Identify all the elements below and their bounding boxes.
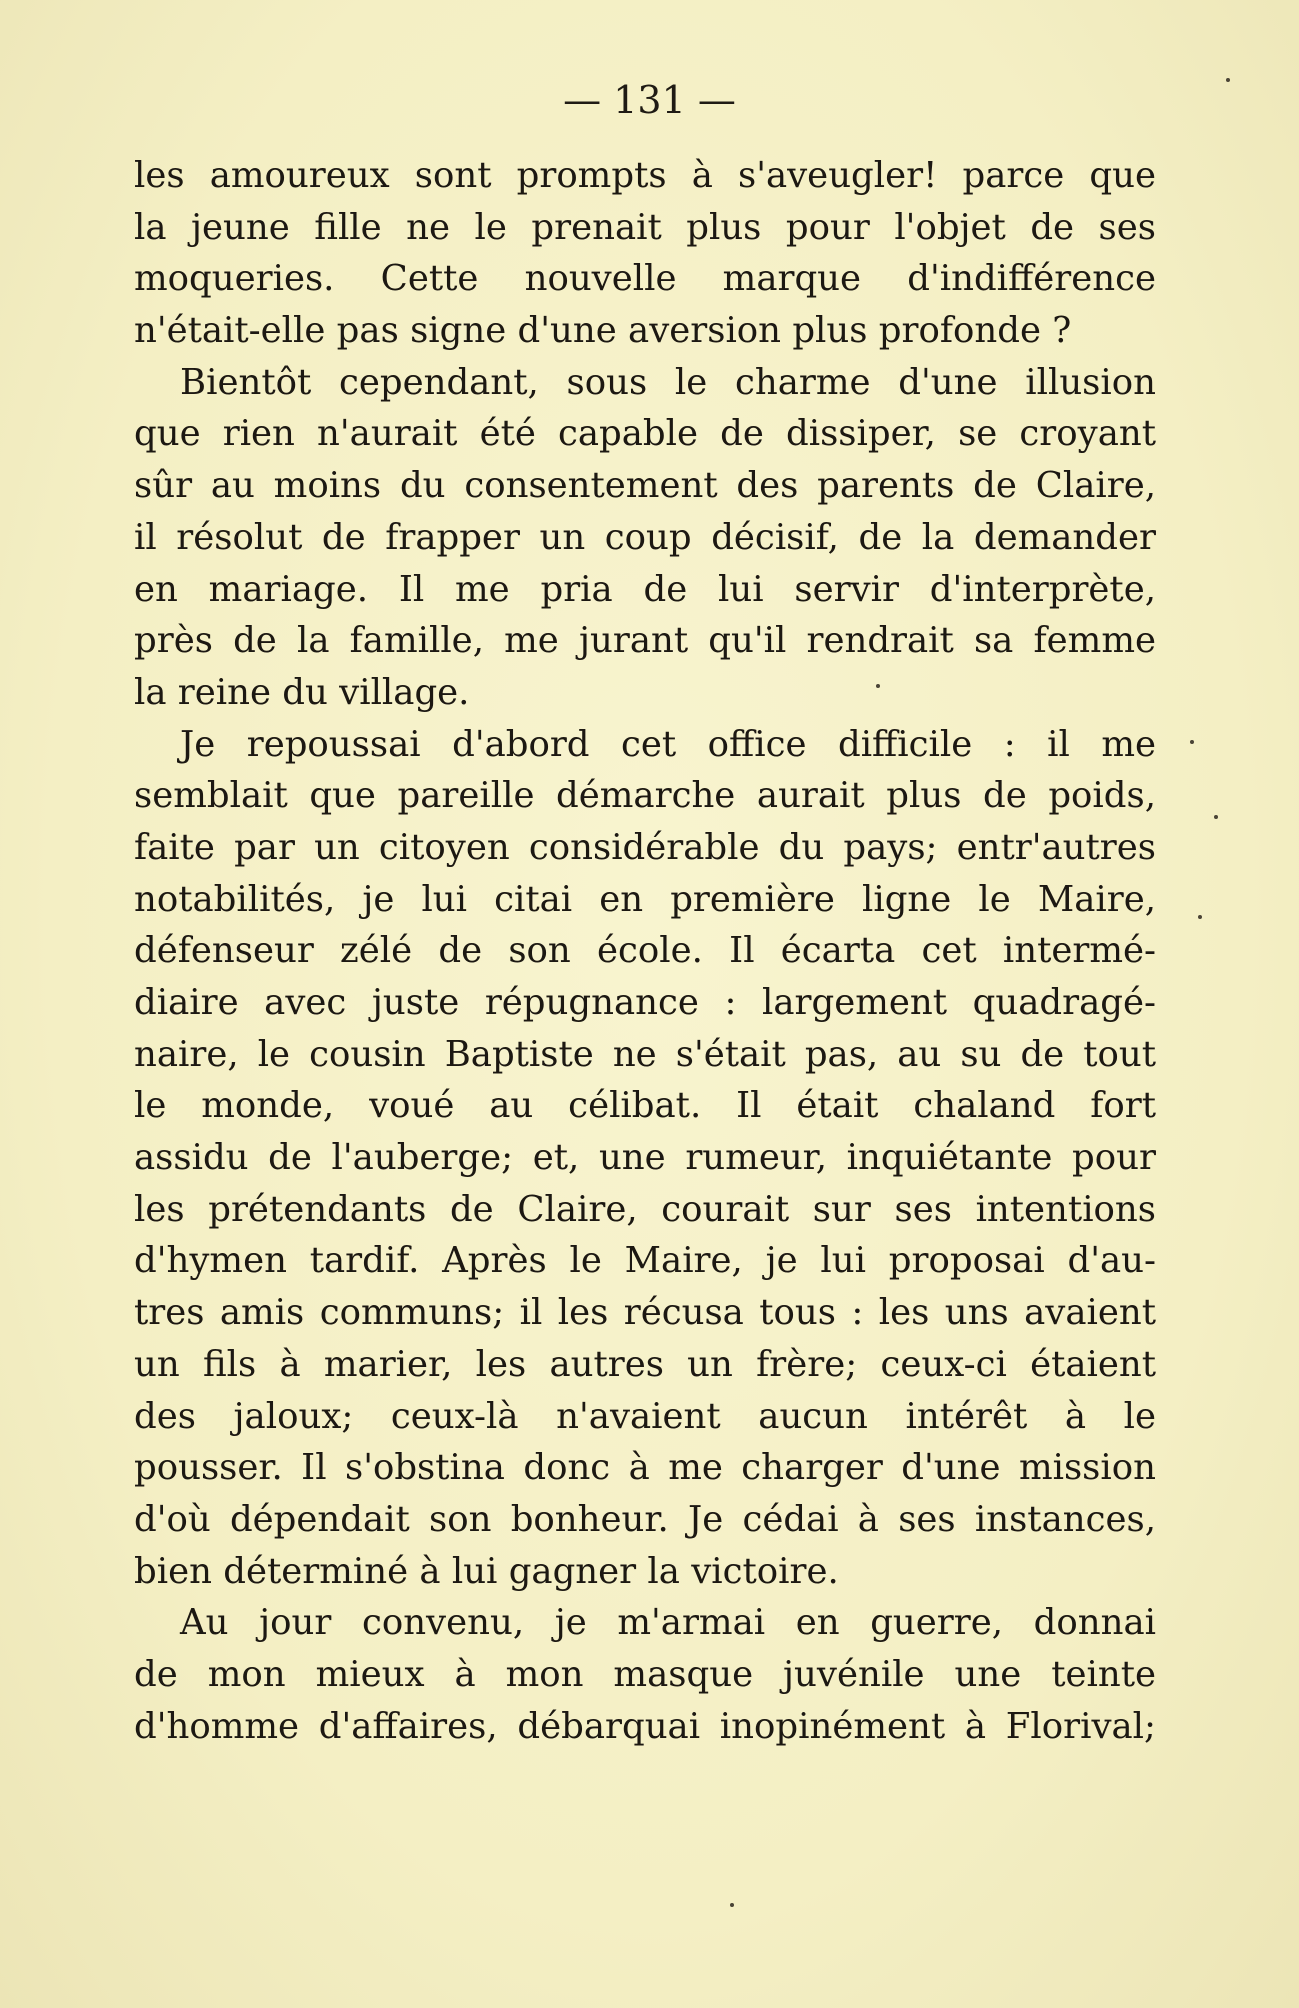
text-line: semblait que pareille démarche aurait plus de poids, bbox=[134, 775, 1156, 817]
text-line: un fils à marier, les autres un frère; ceux-ci étaient bbox=[134, 1343, 1156, 1385]
text-line: notabilités, je lui citai en première ligne le Maire, bbox=[134, 878, 1156, 920]
paper-speck bbox=[730, 1903, 734, 1907]
text-line: diaire avec juste répugnance : largement quadragé- bbox=[134, 982, 1156, 1023]
text-line: d'hymen tardif. Après le Maire, je lui proposai d'au- bbox=[134, 1240, 1156, 1282]
text-line: les amoureux sont prompts à s'aveugler! parce que bbox=[134, 155, 1156, 196]
text-line: les prétendants de Claire, courait sur ses intentions bbox=[134, 1188, 1156, 1230]
page-number: — 131 — bbox=[563, 78, 736, 122]
text-line: défenseur zélé de son école. Il écarta cet intermé- bbox=[134, 930, 1156, 972]
text-line: la reine du village. bbox=[134, 671, 470, 713]
text-line: assidu de l'auberge; et, une rumeur, inquiétante pour bbox=[134, 1137, 1156, 1179]
text-line: en mariage. Il me pria de lui servir d'interprète, bbox=[134, 568, 1156, 610]
text-line: sûr au moins du consentement des parents de Claire, bbox=[134, 465, 1156, 507]
text-line: Je repoussai d'abord cet office difficile : il me bbox=[180, 723, 1156, 765]
text-line: le monde, voué au célibat. Il était chaland fort bbox=[134, 1085, 1156, 1127]
text-line: Bientôt cependant, sous le charme d'une illusion bbox=[180, 361, 1156, 403]
body-text bbox=[134, 150, 1156, 1752]
paper-speck bbox=[1214, 815, 1218, 819]
text-line: près de la famille, me jurant qu'il rendrait sa femme bbox=[134, 620, 1156, 662]
text-line: que rien n'aurait été capable de dissiper, se croyant bbox=[134, 413, 1156, 455]
paper-speck bbox=[1190, 740, 1194, 744]
text-line: la jeune fille ne le prenait plus pour l'objet de ses bbox=[134, 206, 1156, 248]
text-line: faite par un citoyen considérable du pays; entr'autres bbox=[134, 826, 1156, 868]
text-line: n'était-elle pas signe d'une aversion plus profonde ? bbox=[134, 310, 1072, 352]
text-line: pousser. Il s'obstina donc à me charger d'une mission bbox=[134, 1447, 1156, 1489]
text-line: tres amis communs; il les récusa tous : les uns avaient bbox=[134, 1292, 1156, 1334]
paper-speck bbox=[876, 684, 880, 688]
text-line: d'où dépendait son bonheur. Je cédai à ses instances, bbox=[134, 1498, 1156, 1540]
text-line: de mon mieux à mon masque juvénile une teinte bbox=[134, 1653, 1156, 1695]
text-line: des jaloux; ceux-là n'avaient aucun intérêt à le bbox=[134, 1395, 1156, 1437]
text-line: il résolut de frapper un coup décisif, de la demander bbox=[134, 516, 1156, 558]
text-line: d'homme d'affaires, débarquai inopinément à Florival; bbox=[134, 1705, 1156, 1747]
text-line: naire, le cousin Baptiste ne s'était pas, au su de tout bbox=[134, 1033, 1156, 1075]
paper-speck bbox=[1226, 78, 1230, 82]
paper-speck bbox=[1198, 915, 1202, 919]
text-line: moqueries. Cette nouvelle marque d'indifférence bbox=[134, 258, 1156, 300]
text-line: bien déterminé à lui gagner la victoire. bbox=[134, 1550, 839, 1592]
text-line: Au jour convenu, je m'armai en guerre, donnai bbox=[180, 1602, 1156, 1644]
